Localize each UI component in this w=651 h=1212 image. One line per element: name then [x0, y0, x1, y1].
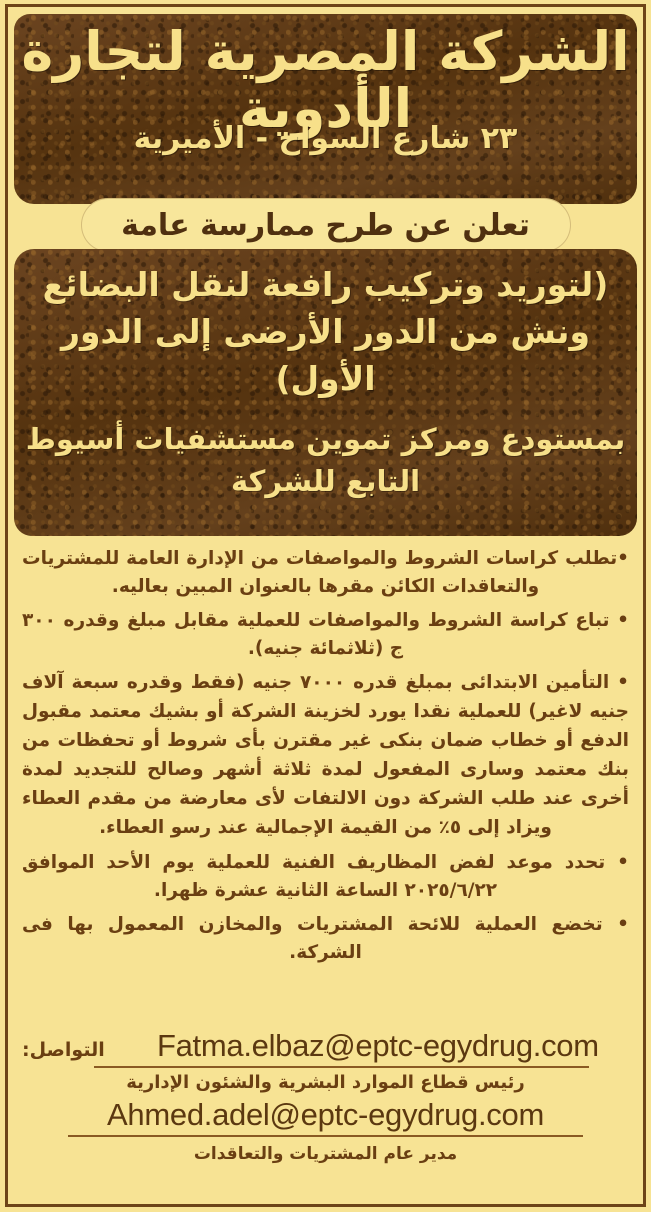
announcement-banner: تعلن عن طرح ممارسة عامة — [81, 198, 571, 252]
contact-divider-2 — [68, 1135, 583, 1137]
conditions-list — [22, 545, 629, 969]
signature-procurement-director: مدير عام المشتريات والتعاقدات — [193, 1144, 458, 1164]
company-address: ٢٣ شارع السواح - الأميرية — [133, 121, 518, 156]
contact-divider-1 — [94, 1066, 589, 1068]
subject-scope: (لتوريد وتركيب رافعة لنقل البضائع ونش من الدور الأرضى إلى الدور الأول) — [42, 265, 609, 398]
company-name: الشركة المصرية لتجارة الأدوية — [21, 20, 630, 140]
condition-item: •تطلب كراسات الشروط والمواصفات من الإدارة العامة للمشتريات والتعاقدات الكائن مقرها بالعنوان المبين بعاليه. — [22, 548, 629, 598]
condition-item: • تخضع العملية للائحة المشتريات والمخازن المعمول بها فى الشركة. — [22, 913, 629, 963]
condition-item: • تباع كراسة الشروط والمواصفات للعملية مقابل مبلغ وقدره ٣٠٠ ج (ثلاثمائة جنيه). — [22, 610, 629, 660]
contact-email-secondary[interactable]: Ahmed.adel@eptc-egydrug.com — [107, 1097, 544, 1132]
announcement-band — [14, 198, 637, 252]
contact-block — [22, 1028, 629, 1164]
subject-location: بمستودع ومركز تموين مستشفيات أسيوط التابع للشركة — [25, 422, 626, 499]
contact-row-primary — [22, 1028, 629, 1064]
condition-item: • تحدد موعد لفض المظاريف الفنية للعملية يوم الأحد الموافق ٢٠٢٥/٦/٢٢ الساعة الثانية عشرة ظهرا. — [22, 851, 629, 901]
condition-item: • التأمين الابتدائى بمبلغ قدره ٧٠٠٠ جنيه (فقط وقدره سبعة آلاف جنيه لاغير) للعملية نقدا يورد لخزينة الشركة أو بشيك معتمد مقبول الدفع أو خطاب ضمان بنكى غير مقترن بأى شروط أو تحفظات من بنك معتمد وسارى المفعول لمدة ثلاثة أشهر وصالح للتجديد لمدة أخرى عند طلب الشركة دون الالتفات لأى معارضة من مقدم العطاء ويزاد إلى ٥٪ من القيمة الإجمالية عند رسو العطاء. — [22, 672, 629, 838]
contact-email-primary[interactable]: Fatma.elbaz@eptc-egydrug.com — [156, 1028, 599, 1063]
signature-hr-director: رئيس قطاع الموارد البشرية والشئون الإدارية — [126, 1072, 525, 1093]
contact-label: التواصل: — [22, 1039, 105, 1061]
